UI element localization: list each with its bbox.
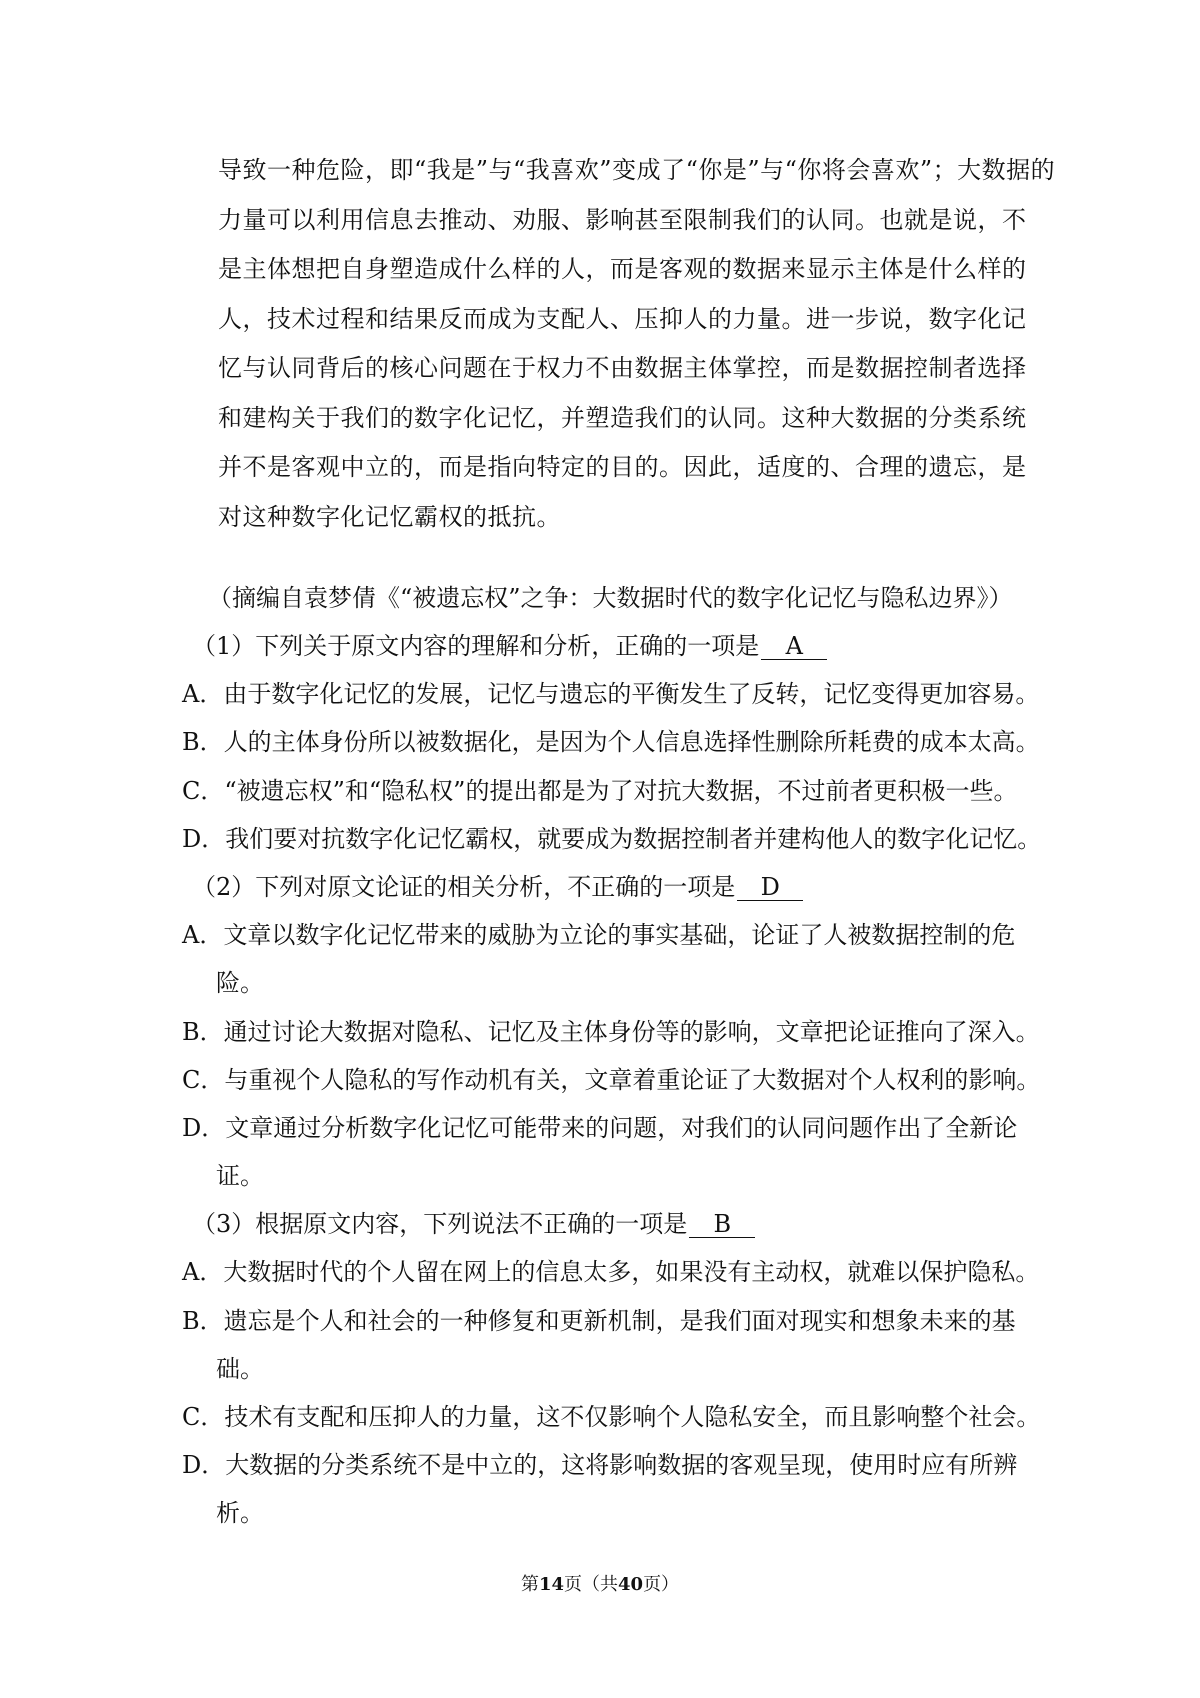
passage-line: 和建构关于我们的数字化记忆，并塑造我们的认同。这种大数据的分类系统 [218,403,1027,432]
option-continuation: 础。 [216,1354,264,1383]
option-continuation: 证。 [216,1162,264,1191]
passage-line: 忆与认同背后的核心问题在于权力不由数据主体掌控，而是数据控制者选择 [218,354,1027,382]
total-pages: 40 [618,1574,644,1595]
option-line: C．“被遗忘权”和“隐私权”的提出都是为了对抗大数据，不过前者更积极一些。 [182,776,1018,805]
page-number: 14 [538,1574,564,1595]
option-line: D．文章通过分析数字化记忆可能带来的问题，对我们的认同问题作出了全新论 [182,1113,1018,1142]
question-text: （3）根据原文内容，下列说法不正确的一项是 [192,1210,688,1239]
question-text: （2）下列对原文论证的相关分析，不正确的一项是 [192,872,736,901]
question-stem-3 [182,1200,1032,1248]
option-line: D．我们要对抗数字化记忆霸权，就要成为数据控制者并建构他人的数字化记忆。 [182,824,1042,853]
answer-blank: A [761,633,827,660]
passage-line: 力量可以利用信息去推动、劝服、影响甚至限制我们的认同。也就是说，不 [218,205,1027,234]
passage-line: 并不是客观中立的，而是指向特定的目的。因此，适度的、合理的遗忘，是 [218,453,1027,481]
option-line: B．人的主体身份所以被数据化，是因为个人信息选择性删除所耗费的成本太高。 [182,728,1040,757]
page-footer [0,1572,1200,1598]
footer-middle: 页（共 [564,1574,618,1595]
option-line: C．技术有支配和压抑人的力量，这不仅影响个人隐私安全，而且影响整个社会。 [182,1403,1041,1431]
option-line: D．大数据的分类系统不是中立的，这将影响数据的客观呈现，使用时应有所辨 [182,1451,1018,1480]
passage-line: 人，技术过程和结果反而成为支配人、压抑人的力量。进一步说，数字化记 [218,304,1027,333]
question-stem-2 [182,863,1032,911]
footer-suffix: 页） [643,1574,680,1595]
footer-prefix: 第 [520,1574,539,1595]
option-line: A．大数据时代的个人留在网上的信息太多，如果没有主动权，就难以保护隐私。 [182,1258,1040,1287]
option-continuation: 析。 [216,1499,264,1528]
answer-blank: D [737,874,803,901]
source-citation: （摘编自袁梦倩《“被遗忘权”之争：大数据时代的数字化记忆与隐私边界》） [208,584,1013,612]
passage-line: 导致一种危险，即“我是”与“我喜欢”变成了“你是”与“你将会喜欢”；大数据的 [218,156,1056,184]
option-line: B．通过讨论大数据对隐私、记忆及主体身份等的影响，文章把论证推向了深入。 [182,1017,1040,1046]
question-text: （1）下列关于原文内容的理解和分析，正确的一项是 [192,632,760,660]
option-line: C．与重视个人隐私的写作动机有关，文章着重论证了大数据对个人权利的影响。 [182,1065,1041,1094]
passage-line: 是主体想把自身塑造成什么样的人，而是客观的数据来显示主体是什么样的 [218,255,1027,283]
passage-line: 对这种数字化记忆霸权的抵抗。 [218,502,561,531]
answer-blank: B [689,1211,755,1238]
question-stem-1 [182,622,1032,670]
option-line: B．遗忘是个人和社会的一种修复和更新机制，是我们面对现实和想象未来的基 [182,1306,1016,1335]
question-section [182,622,1042,1538]
option-line: A．由于数字化记忆的发展，记忆与遗忘的平衡发生了反转，记忆变得更加容易。 [182,680,1040,709]
passage-text [218,146,1056,542]
option-continuation: 险。 [216,969,264,998]
option-line: A．文章以数字化记忆带来的威胁为立论的事实基础，论证了人被数据控制的危 [182,921,1016,950]
